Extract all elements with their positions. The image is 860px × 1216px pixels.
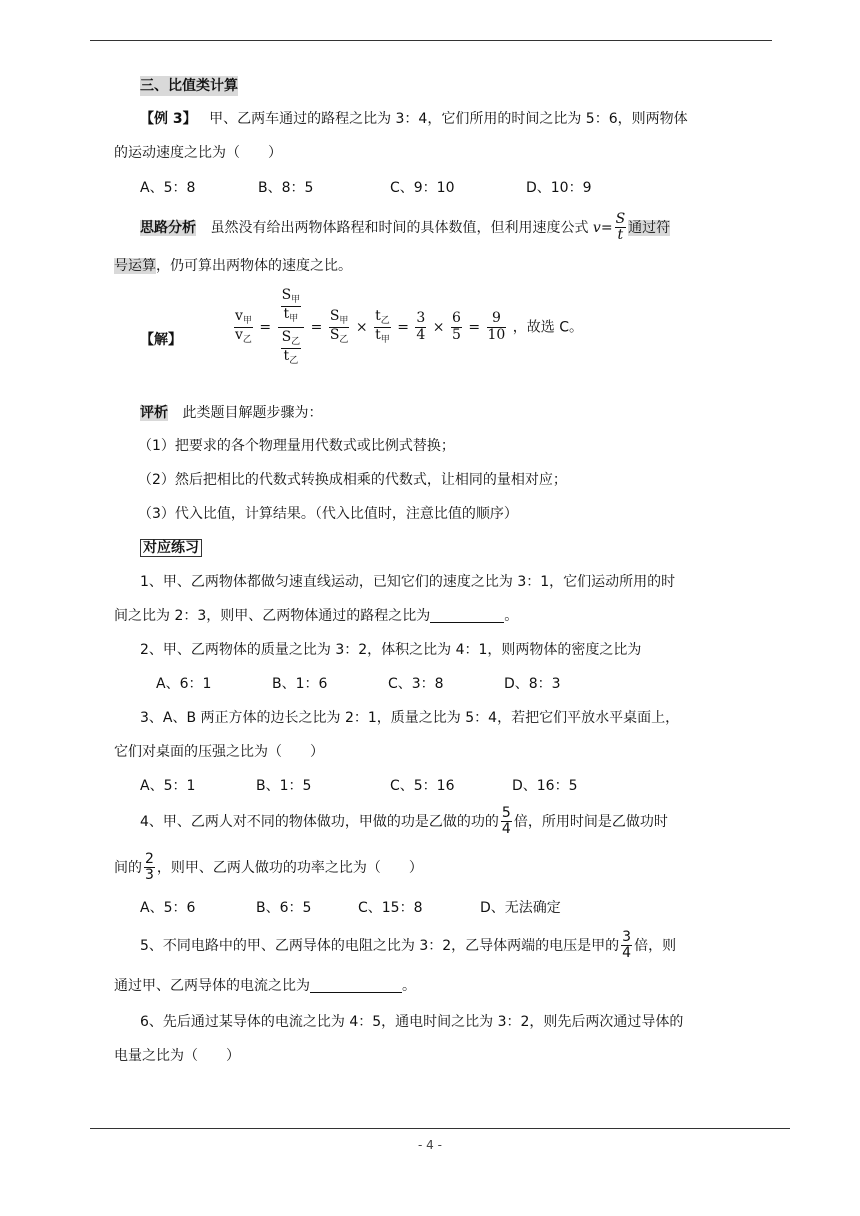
formula-fraction: $\frac{S}{t}$ (615, 211, 626, 244)
analysis-text-3: 号运算 (114, 258, 156, 274)
header-rule (90, 40, 772, 41)
q4-line-1: 4、甲、乙两人对不同的物体做功，甲做的功是乙做的功的 $\frac{5}{4}$ 倍，所用时间是乙做功时 (140, 805, 668, 838)
option-c: C、9：10 (390, 180, 455, 196)
q3-line-1: 3、A、B 两正方体的边长之比为 2：1，质量之比为 5：4，若把它们平放水平桌面上， (140, 710, 680, 726)
formula-v: v (592, 219, 601, 236)
q1-blank (430, 608, 504, 623)
analysis-tag: 思路分析 (140, 219, 196, 236)
eq-v-ratio: $\frac{v_甲}{v_乙}$ (235, 307, 252, 345)
eq-t-ratio: $\frac{t_乙}{t_甲}$ (375, 307, 390, 345)
review-line (140, 403, 322, 423)
example-text-1: 甲、乙两车通过的路程之比为 3：4，它们所用的时间之比为 5：6，则两物体 (209, 111, 688, 127)
solution-equation: $\frac{v_甲}{v_乙}$ = $\frac{\frac{S_甲}{t_甲}}{\frac{S_乙}{t_乙}}$ = $\frac{S_甲}{S_乙}$ × $\frac{t_乙}{t_甲}$ = $\frac{3}{4}$ × $\frac{6}{5}$ = $\frac{9}{10}$ ，故选 C。 (235, 287, 584, 366)
analysis-text-2: 通过符 (628, 219, 671, 236)
example-tag: 【例 3】 (140, 111, 197, 127)
option-d: D、10：9 (526, 180, 592, 196)
q5-line-2: 通过甲、乙两导体的电流之比为 。 (114, 978, 416, 994)
review-step-2: （2）然后把相比的代数式转换成相乘的代数式，让相同的量相对应； (138, 472, 567, 488)
q4-fraction-1: $\frac{5}{4}$ (501, 805, 511, 838)
q5-blank (310, 978, 402, 993)
analysis-text-1: 虽然没有给出两物体路程和时间的具体数值，但利用速度公式 (210, 219, 589, 236)
practice-tag: 对应练习 (140, 538, 202, 558)
review-step-3: （3）代入比值，计算结果。（代入比值时，注意比值的顺序） (138, 506, 518, 522)
analysis-text-4: ，仍可算出两物体的速度之比。 (156, 258, 352, 274)
q3-line-2: 它们对桌面的压强之比为（ ） (114, 744, 324, 760)
example-line-1 (140, 109, 688, 129)
q4-fraction-2: $\frac{2}{3}$ (145, 851, 154, 884)
analysis-line-2 (114, 256, 352, 276)
example-line-2: 的运动速度之比为（ ） (114, 145, 282, 161)
section-title: 三、比值类计算 (140, 78, 238, 94)
solution-tag: 【解】 (140, 332, 182, 348)
q1-line-2: 间之比为 2：3，则甲、乙两物体通过的路程之比为 。 (114, 608, 519, 624)
option-a: A、5：8 (140, 180, 196, 196)
analysis-line-1: 思路分析 虽然没有给出两物体路程和时间的具体数值，但利用速度公式 v= $\frac{S}{t}$ 通过符 (140, 211, 671, 244)
q6-line-2: 电量之比为（ ） (114, 1048, 240, 1064)
eq-frac-result: $\frac{9}{10}$ (487, 310, 506, 343)
eq-tail: ，故选 C。 (512, 319, 584, 336)
eq-s-ratio: $\frac{S_甲}{S_乙}$ (329, 307, 349, 345)
q1-line-1: 1、甲、乙两物体都做匀速直线运动，已知它们的速度之比为 3：1，它们运动所用的时 (140, 574, 676, 590)
eq-frac-1: $\frac{3}{4}$ (416, 310, 426, 343)
page-number: - 4 - (418, 1138, 442, 1152)
eq-frac-2: $\frac{6}{5}$ (451, 310, 461, 343)
review-tag: 评析 (140, 405, 168, 421)
option-b: B、8：5 (258, 180, 314, 196)
review-text: 此类题目解题步骤为： (182, 405, 323, 421)
review-step-1: （1）把要求的各个物理量用代数式或比例式替换； (138, 438, 455, 454)
q2-line-1: 2、甲、乙两物体的质量之比为 3：2，体积之比为 4：1，则两物体的密度之比为 (140, 642, 642, 658)
q5-fraction: $\frac{3}{4}$ (622, 929, 632, 962)
q4-line-2: 间的 $\frac{2}{3}$ ，则甲、乙两人做功的功率之比为（ ） (114, 851, 423, 884)
footer-rule (90, 1128, 790, 1129)
q6-line-1: 6、先后通过某导体的电流之比为 4：5，通电时间之比为 3：2，则先后两次通过导体的 (140, 1014, 684, 1030)
q5-line-1: 5、不同电路中的甲、乙两导体的电阻之比为 3：2，乙导体两端的电压是甲的 $\frac{3}{4}$ 倍，则 (140, 929, 677, 962)
eq-compound-fraction: $\frac{\frac{S_甲}{t_甲}}{\frac{S_乙}{t_乙}}$ (278, 288, 305, 367)
